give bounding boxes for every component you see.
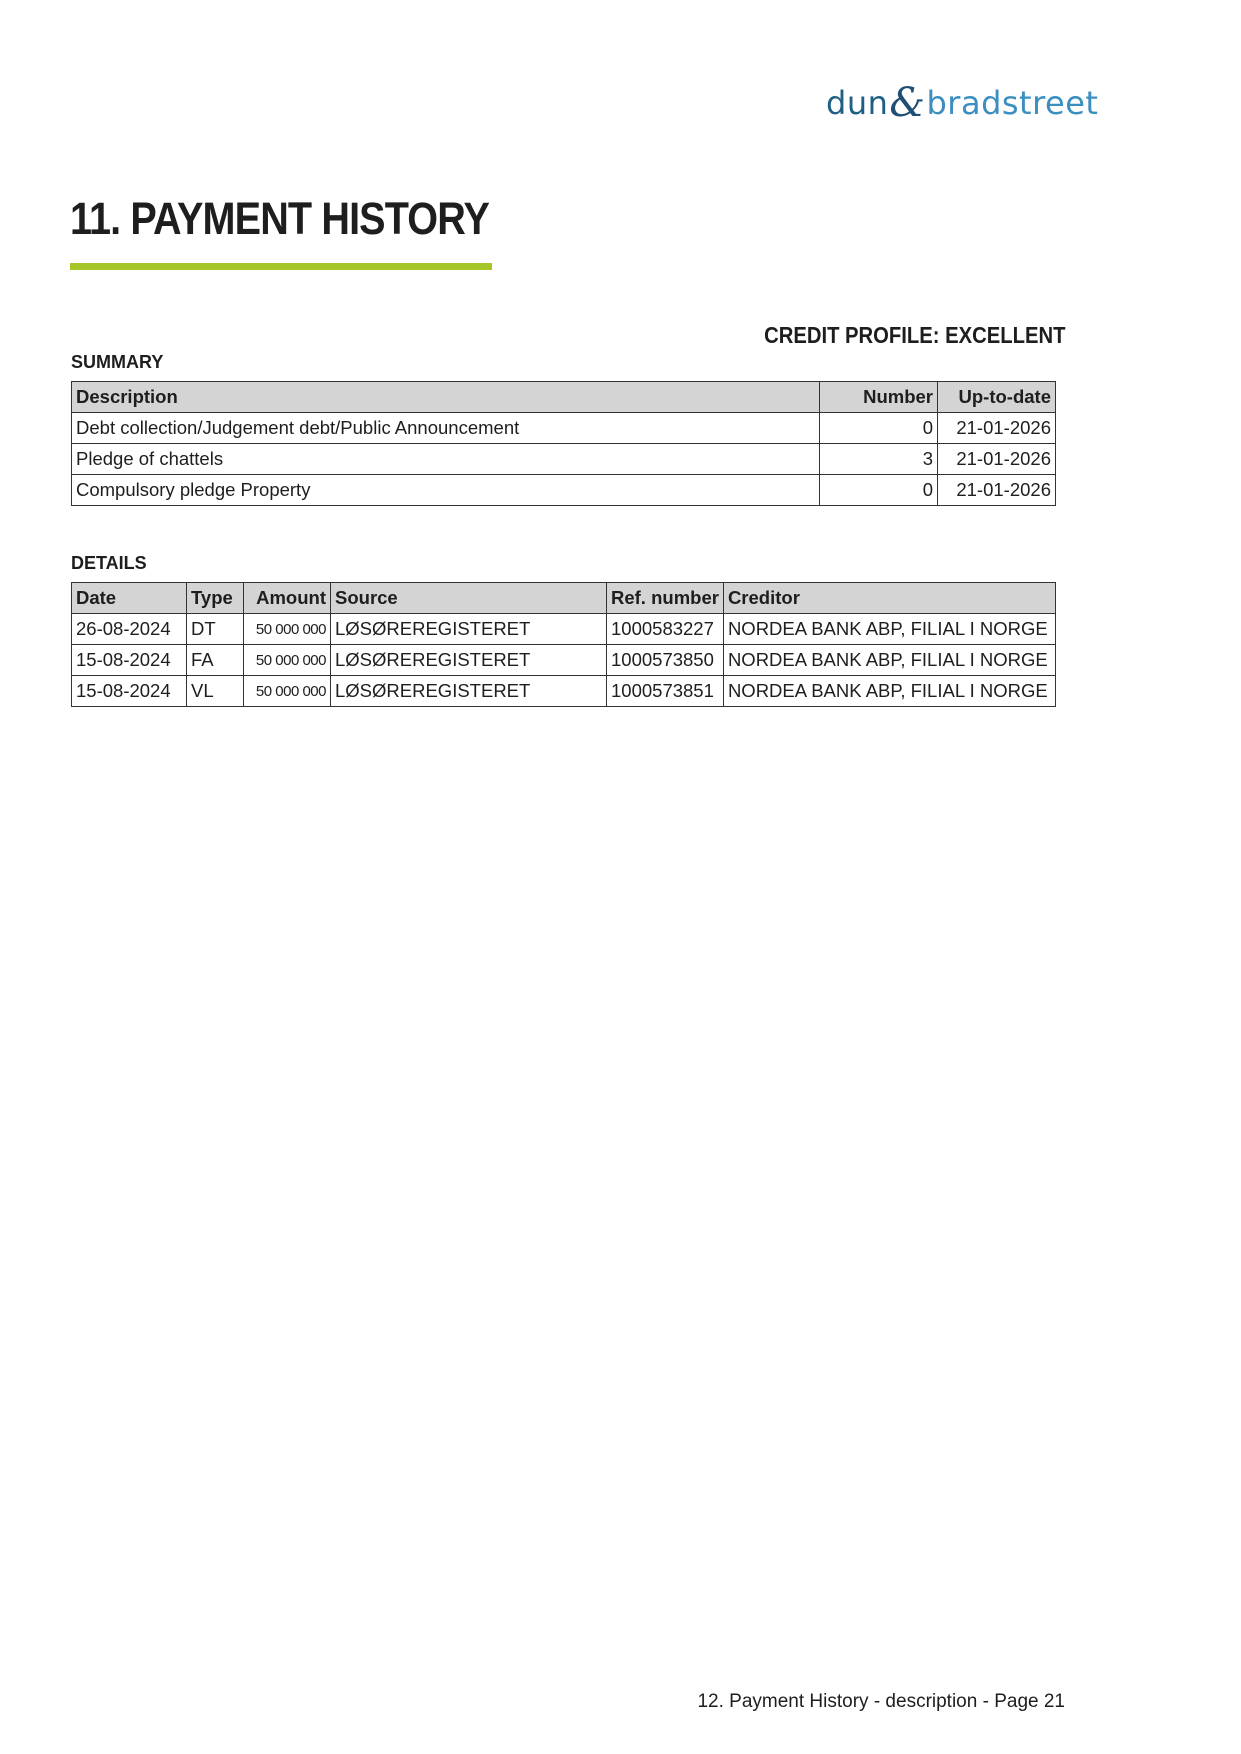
details-header-row xyxy=(72,583,1056,614)
details-cell-ref-number: 1000573851 xyxy=(607,676,724,707)
details-cell-amount: 50 000 000 xyxy=(244,676,331,707)
summary-cell-uptodate: 21-01-2026 xyxy=(938,444,1056,475)
details-header-date: Date xyxy=(72,583,187,614)
details-header-ref-number: Ref. number xyxy=(607,583,724,614)
details-cell-type: VL xyxy=(187,676,244,707)
summary-table xyxy=(71,381,1056,506)
details-cell-amount: 50 000 000 xyxy=(244,614,331,645)
summary-cell-description: Pledge of chattels xyxy=(72,444,820,475)
details-table xyxy=(71,582,1056,707)
summary-header-number: Number xyxy=(820,382,938,413)
details-cell-creditor: NORDEA BANK ABP, FILIAL I NORGE xyxy=(723,676,1055,707)
logo-dun-text: dun xyxy=(826,84,889,122)
details-row xyxy=(72,676,1056,707)
details-cell-source: LØSØREREGISTERET xyxy=(331,676,607,707)
details-cell-amount: 50 000 000 xyxy=(244,645,331,676)
summary-cell-number: 3 xyxy=(820,444,938,475)
details-cell-source: LØSØREREGISTERET xyxy=(331,645,607,676)
details-cell-ref-number: 1000573850 xyxy=(607,645,724,676)
details-cell-date: 15-08-2024 xyxy=(72,676,187,707)
logo-ampersand: & xyxy=(889,80,926,126)
details-cell-ref-number: 1000583227 xyxy=(607,614,724,645)
title-underline xyxy=(70,263,492,270)
details-row xyxy=(72,645,1056,676)
page-footer: 12. Payment History - description - Page 21 xyxy=(697,1691,1065,1712)
summary-row xyxy=(72,413,1056,444)
summary-cell-description: Debt collection/Judgement debt/Public Announcement xyxy=(72,413,820,444)
summary-cell-description: Compulsory pledge Property xyxy=(72,475,820,506)
details-cell-source: LØSØREREGISTERET xyxy=(331,614,607,645)
details-cell-date: 26-08-2024 xyxy=(72,614,187,645)
summary-label: SUMMARY xyxy=(71,352,164,372)
summary-header-description: Description xyxy=(72,382,820,413)
credit-profile-heading: CREDIT PROFILE: EXCELLENT xyxy=(763,322,1065,348)
summary-cell-uptodate: 21-01-2026 xyxy=(938,413,1056,444)
page-title: 11. PAYMENT HISTORY xyxy=(70,193,490,244)
details-header-amount: Amount xyxy=(244,583,331,614)
details-row xyxy=(72,614,1056,645)
details-cell-date: 15-08-2024 xyxy=(72,645,187,676)
details-cell-type: FA xyxy=(187,645,244,676)
summary-cell-number: 0 xyxy=(820,413,938,444)
summary-cell-number: 0 xyxy=(820,475,938,506)
summary-header-uptodate: Up-to-date xyxy=(938,382,1056,413)
summary-header-row xyxy=(72,382,1056,413)
details-header-type: Type xyxy=(187,583,244,614)
details-cell-creditor: NORDEA BANK ABP, FILIAL I NORGE xyxy=(723,614,1055,645)
details-cell-creditor: NORDEA BANK ABP, FILIAL I NORGE xyxy=(723,645,1055,676)
details-label: DETAILS xyxy=(71,553,147,573)
logo-bradstreet-text: bradstreet xyxy=(926,84,1099,122)
details-header-source: Source xyxy=(331,583,607,614)
summary-row xyxy=(72,475,1056,506)
details-cell-type: DT xyxy=(187,614,244,645)
summary-cell-uptodate: 21-01-2026 xyxy=(938,475,1056,506)
details-header-creditor: Creditor xyxy=(723,583,1055,614)
dun-bradstreet-logo xyxy=(826,78,1099,126)
summary-row xyxy=(72,444,1056,475)
